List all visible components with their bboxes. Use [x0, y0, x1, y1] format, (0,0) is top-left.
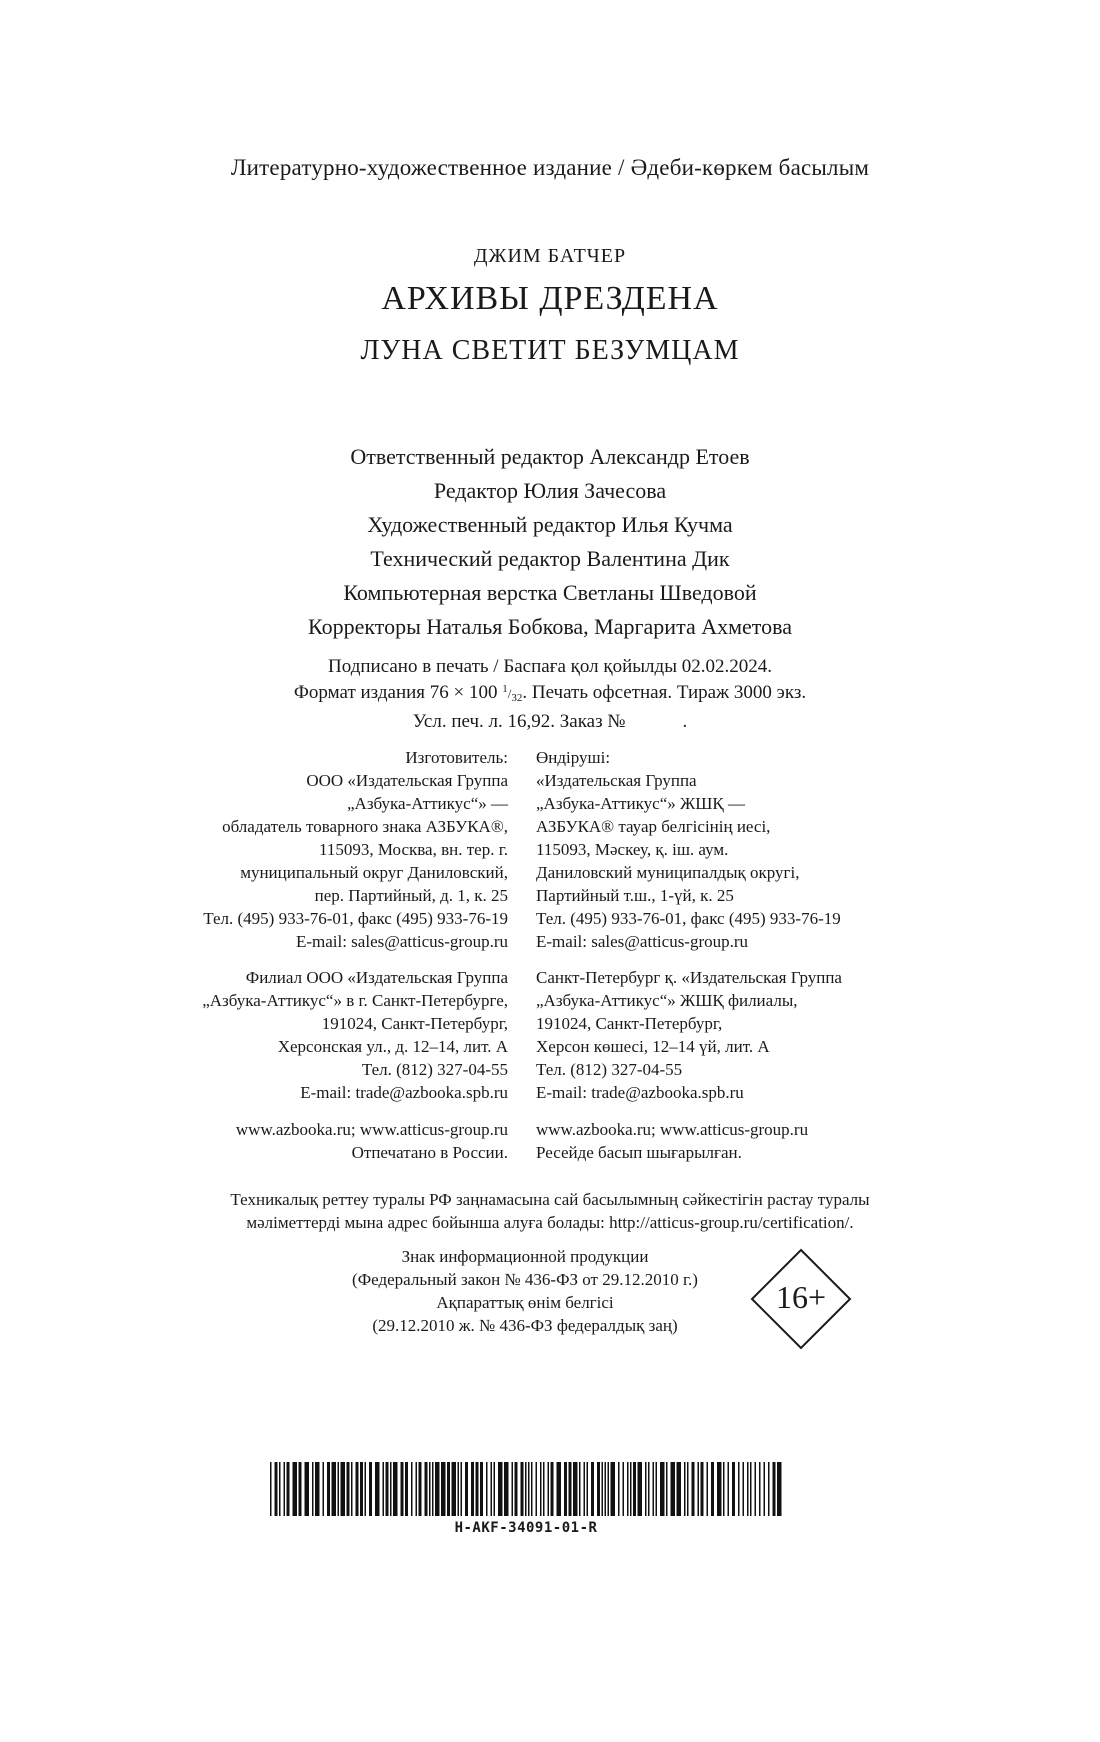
barcode-bar — [627, 1462, 629, 1516]
author-name: ДЖИМ БАТЧЕР — [473, 245, 627, 267]
manufacturer-ru-line: Изготовитель: — [405, 748, 508, 767]
websites-kz: www.azbooka.ru; www.atticus-group.ru — [536, 1120, 809, 1139]
printed-in-kz: Ресейде басып шығарылған. — [536, 1143, 742, 1162]
barcode-number: H-AKF-34091-01-R — [454, 1520, 598, 1536]
barcode-bar — [416, 1462, 418, 1516]
barcode-bar — [383, 1462, 385, 1516]
info-product-sign — [300, 1245, 750, 1337]
barcode-bar — [312, 1462, 314, 1516]
branch-kz — [536, 966, 842, 1104]
websites-ru: www.azbooka.ru; www.atticus-group.ru — [235, 1120, 508, 1139]
branch-ru-line: Тел. (812) 327-04-55 — [361, 1060, 508, 1079]
manufacturer-ru-line: Тел. (495) 933-76-01, факс (495) 933-76-19 — [203, 909, 508, 928]
barcode-bar — [476, 1462, 479, 1516]
book-series-title: АРХИВЫ ДРЕЗДЕНА — [381, 280, 719, 317]
barcode-bar — [315, 1462, 320, 1516]
barcode-bar — [692, 1462, 695, 1516]
barcode-bar — [732, 1462, 735, 1516]
barcode-bar — [447, 1462, 450, 1516]
branch-ru-line: E-mail: trade@azbooka.spb.ru — [300, 1083, 508, 1102]
barcode-bar — [698, 1462, 700, 1516]
barcode-bar — [338, 1462, 340, 1516]
barcode-bar — [521, 1462, 524, 1516]
barcode-bar — [405, 1462, 408, 1516]
barcode-bar — [623, 1462, 625, 1516]
info-sign-line: (29.12.2010 ж. № 436-ФЗ федералдық заң) — [372, 1316, 678, 1335]
editorial-staff — [0, 440, 1100, 644]
branch-kz-line: Тел. (812) 327-04-55 — [536, 1060, 683, 1079]
barcode-bar — [548, 1462, 550, 1516]
branch-kz-line: Санкт-Петербург қ. «Издательская Группа — [536, 968, 842, 987]
barcode-bar — [656, 1462, 658, 1516]
manufacturer-kz-line: Тел. (495) 933-76-01, факс (495) 933-76-19 — [536, 909, 841, 928]
staff-line: Технический редактор Валентина Дик — [370, 546, 730, 571]
branch-ru-line: Филиал ООО «Издательская Группа — [245, 968, 508, 987]
barcode-bar — [360, 1462, 363, 1516]
barcode-bar — [471, 1462, 474, 1516]
barcode-bar — [375, 1462, 380, 1516]
manufacturer-kz-line: АЗБУКА® тауар белгісінің иесі, — [536, 817, 771, 836]
staff-line: Художественный редактор Илья Кучма — [367, 512, 733, 537]
barcode-bar — [480, 1462, 483, 1516]
barcode-bar — [747, 1462, 749, 1516]
barcode-bar — [441, 1462, 446, 1516]
barcode-bar — [777, 1462, 782, 1516]
manufacturer-ru-line: обладатель товарного знака АЗБУКА®, — [222, 817, 508, 836]
barcode-bar — [638, 1462, 643, 1516]
branch-ru-line: „Азбука-Аттикус“» в г. Санкт-Петербурге, — [202, 991, 508, 1010]
manufacturer-kz-line: «Издательская Группа — [536, 771, 697, 790]
barcode-bar — [759, 1462, 761, 1516]
manufacturer-kz-line: E-mail: sales@atticus-group.ru — [536, 932, 749, 951]
barcode-bar — [452, 1462, 457, 1516]
print-order-line: Усл. печ. л. 16,92. Заказ № . — [412, 711, 688, 732]
barcode-bar — [764, 1462, 766, 1516]
certification-note — [0, 1188, 1100, 1234]
manufacturer-kz-line: Өндіруші: — [536, 748, 611, 767]
manufacturer-kz-line: 115093, Мәскеу, қ. іш. аум. — [536, 840, 729, 859]
certification-line: Техникалық реттеу туралы РФ заңнамасына сай басылымның сәйкестігін растау туралы — [230, 1190, 870, 1209]
barcode-bar — [351, 1462, 353, 1516]
barcode-bar — [390, 1462, 392, 1516]
manufacturer-ru-line: E-mail: sales@atticus-group.ru — [295, 932, 508, 951]
barcode-bar — [579, 1462, 581, 1516]
barcode-bar — [630, 1462, 632, 1516]
barcode-bar — [465, 1462, 468, 1516]
barcode-bar — [491, 1462, 493, 1516]
print-format-line — [0, 678, 1100, 710]
barcode-bar — [543, 1462, 545, 1516]
manufacturer-ru-line: муниципальный округ Даниловский, — [240, 863, 508, 882]
barcode-bar — [717, 1462, 722, 1516]
barcode-bar — [284, 1462, 286, 1516]
barcode-bar — [648, 1462, 650, 1516]
barcode-bar — [540, 1462, 542, 1516]
barcode-bar — [653, 1462, 655, 1516]
barcode-bar — [305, 1462, 310, 1516]
barcode-bar — [743, 1462, 745, 1516]
barcode-bar — [365, 1462, 367, 1516]
barcode-bar — [411, 1462, 413, 1516]
barcode-bar — [531, 1462, 533, 1516]
barcode-bar — [425, 1462, 428, 1516]
print-signed-line: Подписано в печать / Баспаға қол қойылды 02.02.2024. — [328, 656, 772, 677]
barcode-bar — [528, 1462, 530, 1516]
barcode-bar — [525, 1462, 527, 1516]
barcode-bar — [293, 1462, 298, 1516]
staff-line: Ответственный редактор Александр Етоев — [350, 444, 750, 469]
barcode-bar — [386, 1462, 389, 1516]
barcode-bar — [401, 1462, 404, 1516]
manufacturer-ru-line: 115093, Москва, вн. тер. г. — [318, 840, 508, 859]
barcode-bar — [611, 1462, 616, 1516]
barcode-bar — [275, 1462, 278, 1516]
barcode-bar — [287, 1462, 290, 1516]
barcode-bar — [461, 1462, 463, 1516]
barcode-bar — [738, 1462, 740, 1516]
info-sign-line: Ақпараттық өнім белгісі — [436, 1293, 614, 1312]
barcode-bar — [768, 1462, 770, 1516]
manufacturer-ru — [203, 746, 508, 953]
barcode-bar — [707, 1462, 709, 1516]
print-info — [0, 655, 1100, 733]
format-suffix: . Печать офсетная. Тираж 3000 экз. — [522, 682, 807, 703]
barcode-bar — [573, 1462, 578, 1516]
barcode-bar — [435, 1462, 440, 1516]
barcode-bar — [498, 1462, 503, 1516]
info-sign-line: (Федеральный закон № 436-ФЗ от 29.12.2010 г.) — [352, 1270, 698, 1289]
branch-ru-line: Херсонская ул., д. 12–14, лит. А — [277, 1037, 508, 1056]
barcode-icon — [266, 1462, 786, 1516]
barcode-bar — [608, 1462, 610, 1516]
edition-type: Литературно-художественное издание / Әдеби-көркем басылым — [230, 155, 870, 180]
barcode-bar — [486, 1462, 488, 1516]
barcode-bar — [723, 1462, 725, 1516]
barcode-bar — [327, 1462, 330, 1516]
barcode-bar — [711, 1462, 714, 1516]
format-prefix: Формат издания 76 × 100 — [293, 682, 503, 703]
manufacturer-kz-line: Партийный т.ш., 1-үй, к. 25 — [536, 886, 734, 905]
branch-kz-line: 191024, Санкт-Петербург, — [536, 1014, 723, 1033]
barcode-bar — [536, 1462, 538, 1516]
barcode-bar — [618, 1462, 620, 1516]
staff-line: Корректоры Наталья Бобкова, Маргарита Ахметова — [308, 614, 792, 639]
branch-ru-line: 191024, Санкт-Петербург, — [321, 1014, 508, 1033]
barcode-bar — [750, 1462, 752, 1516]
barcode-bar — [687, 1462, 689, 1516]
barcode-bar — [591, 1462, 594, 1516]
age-rating: 16+ — [775, 1279, 827, 1315]
footer-kz — [536, 1118, 808, 1164]
barcode-bar — [755, 1462, 757, 1516]
branch-kz-line: Херсон көшесі, 12–14 үй, лит. А — [536, 1037, 770, 1056]
barcode-bar — [660, 1462, 665, 1516]
staff-line: Компьютерная верстка Светланы Шведовой — [343, 580, 757, 605]
barcode-bar — [597, 1462, 600, 1516]
barcode-bar — [633, 1462, 636, 1516]
barcode-bar — [605, 1462, 607, 1516]
manufacturer-ru-line: ООО «Издательская Группа — [306, 771, 508, 790]
printed-in-ru: Отпечатано в России. — [351, 1143, 508, 1162]
barcode-bar — [602, 1462, 604, 1516]
barcode-bar — [332, 1462, 337, 1516]
barcode-bar — [299, 1462, 302, 1516]
info-sign-line: Знак информационной продукции — [401, 1247, 649, 1266]
barcode-bar — [671, 1462, 676, 1516]
barcode-bar — [645, 1462, 647, 1516]
barcode-bar — [512, 1462, 514, 1516]
branch-kz-line: E-mail: trade@azbooka.spb.ru — [536, 1083, 744, 1102]
branch-ru — [202, 966, 508, 1104]
barcode-bar — [341, 1462, 346, 1516]
certification-line: мәліметтерді мына адрес бойынша алуға болады: http://atticus-group.ru/certification/. — [246, 1213, 854, 1232]
barcode-bar — [701, 1462, 704, 1516]
barcode-bar — [270, 1462, 272, 1516]
barcode-bar — [393, 1462, 398, 1516]
barcode-bar — [564, 1462, 567, 1516]
staff-line: Редактор Юлия Зачесова — [433, 478, 667, 503]
barcode-bar — [666, 1462, 668, 1516]
manufacturer-kz-line: Даниловский муниципалдық округі, — [536, 863, 800, 882]
footer-ru — [236, 1118, 508, 1164]
manufacturer-ru-line: „Азбука-Аттикус“» — — [347, 794, 508, 813]
manufacturer-kz — [536, 746, 841, 953]
manufacturer-ru-line: пер. Партийный, д. 1, к. 25 — [314, 886, 508, 905]
manufacturer-kz-line: „Азбука-Аттикус“» ЖШҚ — — [536, 794, 745, 813]
barcode-bar — [419, 1462, 422, 1516]
barcode-bar — [369, 1462, 372, 1516]
barcode-bar — [587, 1462, 589, 1516]
barcode-bar — [429, 1462, 431, 1516]
barcode-bar — [279, 1462, 281, 1516]
branch-kz-line: „Азбука-Аттикус“» ЖШҚ филиалы, — [536, 991, 798, 1010]
barcode-bar — [551, 1462, 554, 1516]
barcode-bar — [458, 1462, 460, 1516]
barcode-bar — [584, 1462, 586, 1516]
barcode-bar — [432, 1462, 434, 1516]
barcode-bar — [356, 1462, 359, 1516]
barcode-bar — [494, 1462, 496, 1516]
barcode-bar — [684, 1462, 686, 1516]
barcode-bar — [323, 1462, 325, 1516]
barcode-bar — [728, 1462, 730, 1516]
barcode-bar — [677, 1462, 682, 1516]
barcode-bar — [515, 1462, 518, 1516]
barcode-bar — [504, 1462, 509, 1516]
barcode-bar — [569, 1462, 572, 1516]
barcode-bar — [557, 1462, 562, 1516]
format-fraction: $^1/_{32}$ — [502, 683, 523, 704]
barcode-bar — [347, 1462, 350, 1516]
barcode-bar — [773, 1462, 776, 1516]
book-title: ЛУНА СВЕТИТ БЕЗУМЦАМ — [360, 335, 740, 366]
